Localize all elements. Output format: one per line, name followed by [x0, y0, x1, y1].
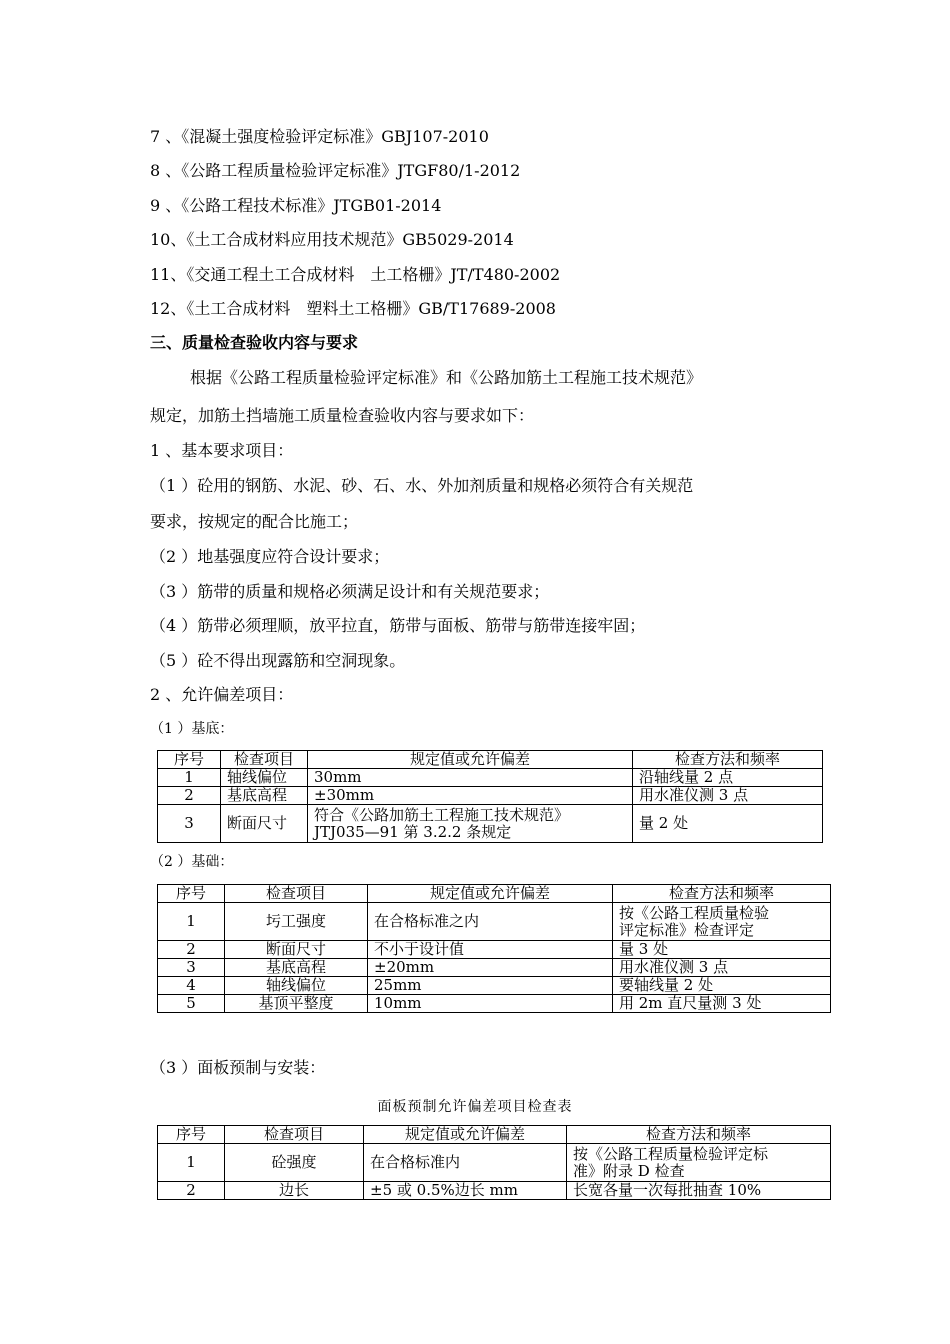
cell-item: 基底高程 [225, 959, 368, 977]
cell-no: 4 [158, 977, 225, 995]
table-row [158, 805, 823, 843]
header-no: 序号 [158, 1126, 225, 1144]
cell-method: 用 2m 直尺量测 3 处 [613, 995, 831, 1013]
cell-method: 要轴线量 2 处 [613, 977, 831, 995]
reference-item-12: 12、《土工合成材料 塑料土工格栅》GB/T17689-2008 [150, 299, 556, 318]
cell-method-line-1: 按《公路工程质量检验 [619, 903, 770, 922]
table-row [158, 977, 831, 995]
cell-item: 基底高程 [221, 787, 308, 805]
cell-value: ±5 或 0.5%边长 mm [364, 1182, 567, 1200]
cell-item: 边长 [225, 1182, 364, 1200]
base-tolerance-table [157, 750, 823, 843]
cell-value-line-1: 符合《公路加筋土工程施工技术规范》 [314, 805, 570, 824]
reference-item-9: 9 、《公路工程技术标准》JTGB01-2014 [150, 196, 442, 215]
cell-value: 不小于设计值 [368, 941, 613, 959]
intro-line-2: 规定，加筋土挡墙施工质量检查验收内容与要求如下： [150, 406, 535, 425]
header-value: 规定值或允许偏差 [368, 885, 613, 903]
base-heading: （1 ）基底： [150, 721, 234, 737]
table-3-caption: 面板预制允许偏差项目检查表 [377, 1099, 573, 1115]
section-heading: 三、质量检查验收内容与要求 [150, 333, 359, 352]
basic-item-2: （2 ）地基强度应符合设计要求； [150, 547, 390, 566]
reference-item-11: 11、《交通工程土工合成材料 土工格栅》JT/T480-2002 [150, 265, 561, 284]
table-row [158, 769, 823, 787]
table-row [158, 995, 831, 1013]
cell-no: 2 [158, 787, 221, 805]
cell-item: 断面尺寸 [221, 805, 308, 843]
tolerance-heading: 2 、允许偏差项目： [150, 685, 294, 704]
basic-requirements-heading: 1 、基本要求项目： [150, 441, 294, 460]
cell-value: 10mm [368, 995, 613, 1013]
cell-method: 量 3 处 [613, 941, 831, 959]
header-item: 检查项目 [221, 751, 308, 769]
panel-heading: （3 ）面板预制与安装： [150, 1058, 326, 1077]
cell-method: 量 2 处 [633, 805, 823, 843]
table-row [158, 903, 831, 941]
header-item: 检查项目 [225, 1126, 364, 1144]
table-row [158, 1182, 831, 1200]
table-header-row [158, 885, 831, 903]
header-method: 检查方法和频率 [613, 885, 831, 903]
header-method: 检查方法和频率 [567, 1126, 831, 1144]
table-row [158, 1144, 831, 1182]
cell-item: 基顶平整度 [225, 995, 368, 1013]
reference-item-10: 10、《土工合成材料应用技术规范》GB5029-2014 [150, 230, 514, 249]
cell-item: 轴线偏位 [225, 977, 368, 995]
header-value: 规定值或允许偏差 [308, 751, 633, 769]
cell-no: 1 [158, 903, 225, 941]
cell-method [567, 1144, 831, 1182]
table-header-row [158, 751, 823, 769]
header-value: 规定值或允许偏差 [364, 1126, 567, 1144]
cell-value: ±20mm [368, 959, 613, 977]
cell-method: 用水准仪测 3 点 [613, 959, 831, 977]
header-method: 检查方法和频率 [633, 751, 823, 769]
reference-item-7: 7 、《混凝土强度检验评定标准》GBJ107-2010 [150, 127, 489, 146]
cell-no: 2 [158, 941, 225, 959]
basic-item-4: （4 ）筋带必须理顺，放平拉直，筋带与面板、筋带与筋带连接牢固； [150, 616, 646, 635]
cell-no: 3 [158, 805, 221, 843]
cell-no: 1 [158, 1144, 225, 1182]
basic-item-5: （5 ）砼不得出现露筋和空洞现象。 [150, 651, 406, 670]
cell-method: 长宽各量一次每批抽查 10% [567, 1182, 831, 1200]
cell-value: 25mm [368, 977, 613, 995]
table-header-row [158, 1126, 831, 1144]
cell-item: 断面尺寸 [225, 941, 368, 959]
cell-value: 在合格标准内 [364, 1144, 567, 1182]
basic-item-1-line-2: 要求，按规定的配合比施工； [150, 512, 359, 531]
cell-method-line-2: 准》附录 D 检查 [573, 1161, 685, 1180]
table-row [158, 959, 831, 977]
header-item: 检查项目 [225, 885, 368, 903]
cell-method-line-2: 评定标准》检查评定 [619, 920, 755, 939]
table-row [158, 787, 823, 805]
cell-item: 砼强度 [225, 1144, 364, 1182]
cell-value: ±30mm [308, 787, 633, 805]
basic-item-1-line-1: （1 ）砼用的钢筋、水泥、砂、石、水、外加剂质量和规格必须符合有关规范 [150, 476, 694, 495]
basic-item-3: （3 ）筋带的质量和规格必须满足设计和有关规范要求； [150, 582, 550, 601]
header-no: 序号 [158, 751, 221, 769]
reference-item-8: 8 、《公路工程质量检验评定标准》JTGF80/1-2012 [150, 161, 521, 180]
panel-tolerance-table [157, 1125, 831, 1200]
foundation-heading: （2 ）基础： [150, 854, 234, 870]
foundation-tolerance-table [157, 884, 831, 1013]
cell-item: 轴线偏位 [221, 769, 308, 787]
cell-no: 2 [158, 1182, 225, 1200]
cell-no: 1 [158, 769, 221, 787]
cell-method-line-1: 按《公路工程质量检验评定标 [573, 1144, 769, 1163]
cell-no: 5 [158, 995, 225, 1013]
cell-method: 用水准仪测 3 点 [633, 787, 823, 805]
cell-value-line-2: JTJ035—91 第 3.2.2 条规定 [314, 822, 512, 841]
cell-method: 沿轴线量 2 点 [633, 769, 823, 787]
header-no: 序号 [158, 885, 225, 903]
cell-item: 圬工强度 [225, 903, 368, 941]
cell-value: 在合格标准之内 [368, 903, 613, 941]
intro-line-1: 根据《公路工程质量检验评定标准》和《公路加筋土工程施工技术规范》 [190, 368, 703, 387]
table-row [158, 941, 831, 959]
cell-value [308, 805, 633, 843]
cell-method [613, 903, 831, 941]
cell-no: 3 [158, 959, 225, 977]
cell-value: 30mm [308, 769, 633, 787]
